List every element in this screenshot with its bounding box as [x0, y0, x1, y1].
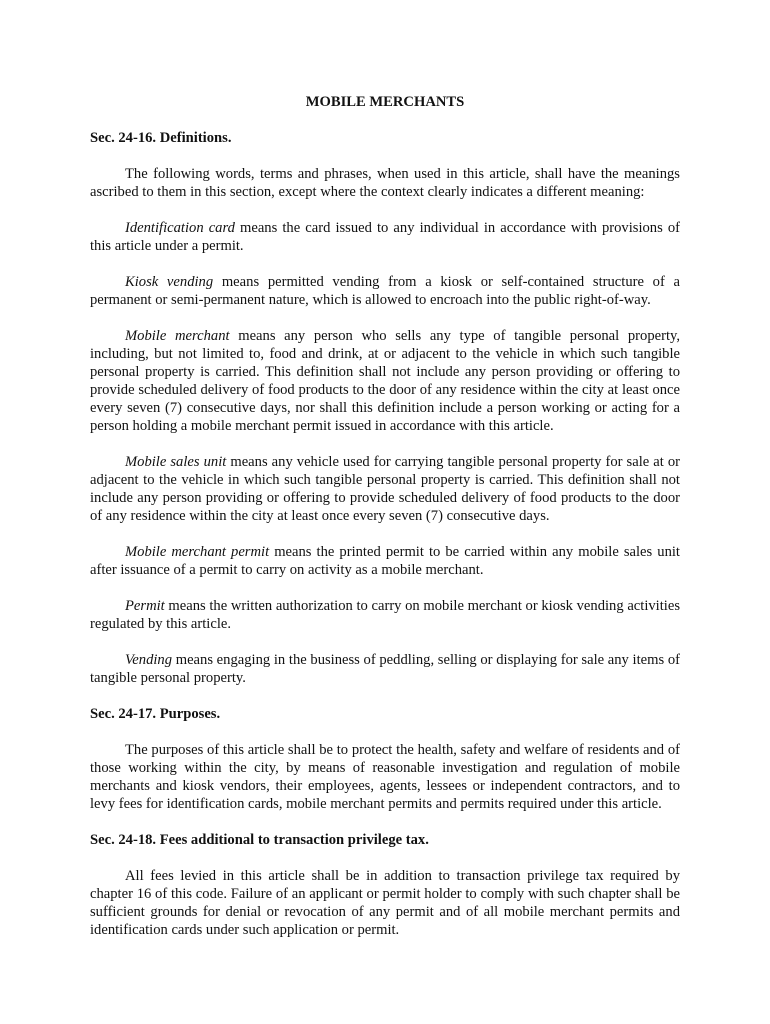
definition-identification-card: [90, 219, 680, 255]
definition-text: means the written authorization to carry on mobile merchant or kiosk vending activities regulated by this article.: [90, 598, 680, 632]
definition-text: means any person who sells any type of tangible personal property, including, but not limited to, food and drink, at or adjacent to the vehicle in which such tangible personal property is carried. This definition shall not include any person providing or offering to provide scheduled delivery of food products to the door of any residence within the city at least once every seven (7) consecutive days, nor shall this definition include a person working or acting for a person holding a mobile merchant permit issued in accordance with this article.: [90, 328, 681, 434]
definition-vending: [90, 651, 680, 687]
definition-text: means the printed permit to be carried within any mobile sales unit after issuance of a permit to carry on activity as a mobile merchant.: [90, 544, 680, 578]
definition-text: means any vehicle used for carrying tangible personal property for sale at or adjacent to the vehicle in which such tangible personal property is carried. This definition shall not include any person providing or offering to provide scheduled delivery of food products to the door of any residence within the city at least once every seven (7) consecutive days.: [90, 454, 680, 524]
section-heading-24-18: Sec. 24-18. Fees additional to transaction privilege tax.: [90, 832, 429, 848]
definition-term: Mobile merchant permit: [125, 544, 270, 560]
definition-term: Kiosk vending: [125, 274, 214, 290]
definitions-intro: The following words, terms and phrases, when used in this article, shall have the meanings ascribed to them in this section, except where the context clearly indicates a different meaning:: [90, 166, 680, 200]
section-heading-24-17: Sec. 24-17. Purposes.: [90, 706, 221, 722]
definition-mobile-merchant: [90, 327, 680, 435]
purposes-body: The purposes of this article shall be to protect the health, safety and welfare of residents and of those working within the city, by means of reasonable investigation and regulation of mobile merchants and kiosk vendors, their employees, agents, lessees or independent contractors, and to levy fees for identification cards, mobile merchant permits and permits required under this article.: [90, 742, 680, 812]
definition-text: means the card issued to any individual in accordance with provisions of this article under a permit.: [90, 220, 680, 254]
definition-mobile-sales-unit: [90, 453, 680, 525]
definition-text: means permitted vending from a kiosk or self-contained structure of a permanent or semi-permanent nature, which is allowed to encroach into the public right-of-way.: [90, 274, 680, 308]
definition-term: Mobile merchant: [125, 328, 230, 344]
definition-term: Mobile sales unit: [125, 454, 227, 470]
definition-text: means engaging in the business of peddling, selling or displaying for sale any items of tangible personal property.: [90, 652, 680, 686]
definition-term: Permit: [125, 598, 165, 614]
definition-permit: [90, 597, 680, 633]
definition-kiosk-vending: [90, 273, 680, 309]
definition-term: Vending: [125, 652, 173, 668]
definition-mobile-merchant-permit: [90, 543, 680, 579]
section-heading-24-16: Sec. 24-16. Definitions.: [90, 130, 232, 146]
fees-body: All fees levied in this article shall be in addition to transaction privilege tax required by chapter 16 of this code. Failure of an applicant or permit holder to comply with such chapter shall be sufficient grounds for denial or revocation of any permit and of all mobile merchant permits and identification cards under such application or permit.: [90, 868, 680, 938]
document-page: [90, 93, 680, 957]
definition-term: Identification card: [125, 220, 235, 236]
document-title: MOBILE MERCHANTS: [305, 94, 465, 110]
